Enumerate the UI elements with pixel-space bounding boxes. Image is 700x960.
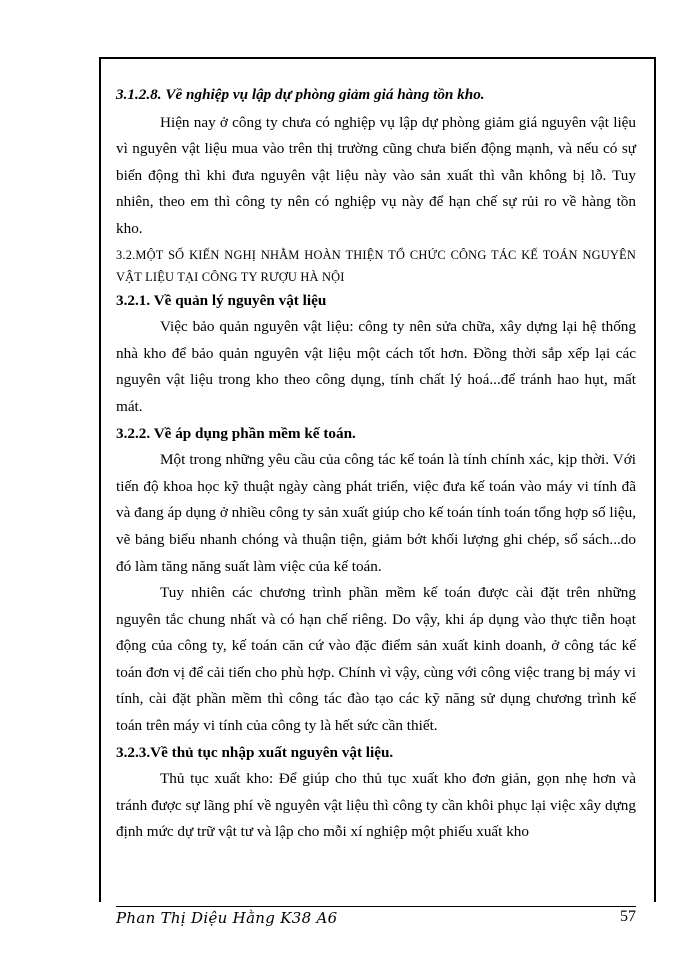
heading-3-1-2-8: 3.1.2.8. Về nghiệp vụ lập dự phòng giảm giá hàng tồn kho. (116, 86, 485, 103)
heading-3-2-3: 3.2.3.Về thủ tục nhập xuất nguyên vật liệu. (116, 743, 394, 761)
paragraph-3-2-3: Thủ tục xuất kho: Để giúp cho thủ tục xuất kho đơn giản, gọn nhẹ hơn và tránh được sự lãng phí về nguyên vật liệu thì công ty cần khôi phục lại việc xây dựng định mức dự trữ vật tư và lập cho mỗi xí nghiệp một phiếu xuất kho (116, 770, 636, 841)
footer-page-number: 57 (620, 908, 636, 925)
heading-3-2-1: 3.2.1. Về quản lý nguyên vật liệu (116, 291, 327, 309)
paragraph-3-2-2-a: Một trong những yêu cầu của công tác kế toán là tính chính xác, kịp thời. Với tiến độ khoa học kỹ thuật ngày càng phát triển, việc đưa kế toán vào máy vi tính đã và đang áp dụng ở nhiều công ty sản xuất giúp cho kế toán tính toán tổng hợp số liệu, vẽ bảng biểu nhanh chóng và thuận tiện, giảm bớt khối lượng ghi chép, sổ sách...do đó làm tăng năng suất làm việc của kế toán. (116, 451, 636, 575)
paragraph-3-1-2-8: Hiện nay ở công ty chưa có nghiệp vụ lập dự phòng giảm giá nguyên vật liệu vì nguyên vật liệu mua vào trên thị trường cũng chưa biến động mạnh, và nếu có sự biến động thì khi đưa nguyên vật liệu này vào sản xuất thì vẫn không bị lỗ. Tuy nhiên, theo em thì công ty nên có nghiệp vụ này để hạn chế sự rủi ro về hàng tồn kho. (116, 113, 636, 237)
page-content (116, 82, 636, 846)
footer-divider (116, 906, 636, 907)
heading-3-2: 3.2.MỘT SỐ KIẾN NGHỊ NHẰM HOÀN THIỆN TỔ CHỨC CÔNG TÁC KẾ TOÁN NGUYÊN VẬT LIỆU TẠI CÔNG TY RƯỢU HÀ NỘI (116, 247, 636, 284)
paragraph-3-2-1: Việc bảo quản nguyên vật liệu: công ty nên sửa chữa, xây dựng lại hệ thống nhà kho để bảo quản nguyên vật liệu một cách tốt hơn. Đồng thời sắp xếp lại các nguyên vật liệu trong kho theo công dụng, tính chất lý hoá...để tránh hao hụt, mất mát. (116, 318, 636, 415)
heading-3-2-2: 3.2.2. Về áp dụng phần mềm kế toán. (116, 424, 356, 442)
paragraph-3-2-2-b: Tuy nhiên các chương trình phần mềm kế toán được cài đặt trên những nguyên tắc chung nhất và có hạn chế riêng. Do vậy, khi áp dụng vào thực tiễn hoạt động của công ty, kế toán căn cứ vào đặc điểm sản xuất kinh doanh, ở công tác kế toán đơn vị để cải tiến cho phù hợp. Chính vì vậy, cùng với công việc trang bị máy vi tính, cài đặt phần mềm thì công tác đào tạo các kỹ năng sử dụng chương trình kế toán trên máy vi tính của công ty là hết sức cần thiết. (116, 584, 636, 735)
footer-author: Phan Thị Diệu Hằng K38 A6 (116, 909, 338, 927)
